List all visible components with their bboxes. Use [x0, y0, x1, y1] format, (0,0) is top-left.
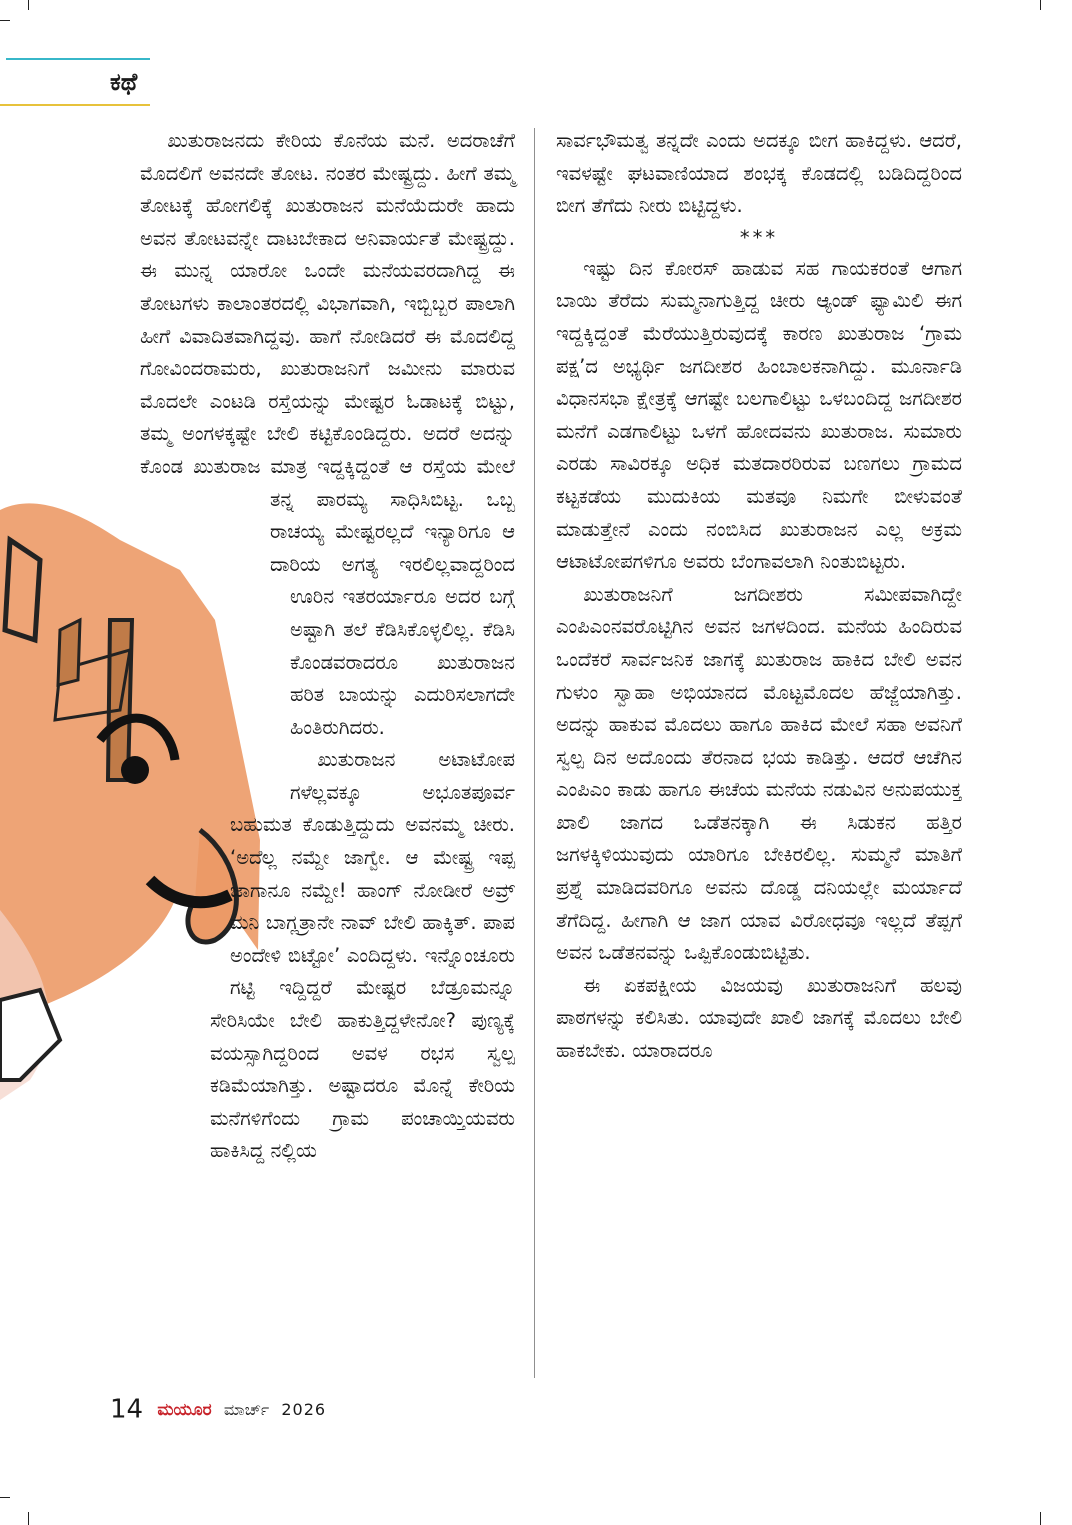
crop-mark — [0, 1497, 10, 1498]
paragraph: ಈ ಏಕಪಕ್ಷೀಯ ವಿಜಯವು ಖುತುರಾಜನಿಗೆ ಹಲವು ಪಾಠಗಳನ್ನು ಕಲಿಸಿತು. ಯಾವುದೇ ಖಾಲಿ ಜಾಗಕ್ಕೆ ಮೊದಲು ಬೇಲಿ ಹಾಕಬೇಕು. ಯಾರಾದರೂ — [556, 973, 962, 1063]
crop-mark — [1040, 0, 1041, 10]
paragraph: ಸಾರ್ವಭೌಮತ್ವ ತನ್ನದೇ ಎಂದು ಅದಕ್ಕೂ ಬೀಗ ಹಾಕಿದ್ದಳು. ಆದರೆ, ಇವಳಷ್ಟೇ ಘಟವಾಣಿಯಾದ ಶಂಭಕ್ಕ ಕೊಡದಲ್ಲಿ ಬಡಿದಿದ್ದರಿಂದ ಬೀಗ ತೆಗೆದು ನೀರು ಬಿಟ್ಟಿದ್ದಳು. — [556, 129, 962, 218]
wrap-spacer — [110, 800, 230, 990]
section-label: ಕಥೆ — [110, 68, 138, 96]
wrap-spacer — [110, 125, 140, 500]
crop-mark — [1040, 1512, 1041, 1525]
issue-year: 2026 — [281, 1400, 327, 1419]
section-header — [0, 58, 150, 108]
paragraph: ಖುತುರಾಜನ ಅಟಾಟೋಪ ಗಳೆಲ್ಲವಕ್ಕೂ ಅಭೂತಪೂರ್ವ ಬಹುಮತ ಕೊಡುತ್ತಿದ್ದುದು ಅವನಮ್ಮ ಚೀರು. ‘ಅದೆಲ್ಲ ನಮ್ದೇ ಜಾಗ್ವೇ. ಆ ಮೇಷ್ಟ್ರ ಇಪ್ಪ ಜಾಗಾನೂ ನಮ್ದೇ! ಹಾಂಗ್ ನೋಡೀರೆ ಅವ್ರ್ ಮನಿ ಬಾಗ್ಲತ್ರಾನೇ ನಾವ್ ಬೇಲಿ ಹಾಕ್ಕಿತ್. ಪಾಪ ಅಂದೇಳಿ ಬಿಟ್ಟೋ’ ಎಂದಿದ್ದಳು. ಇನ್ನೊಂಚೂರು ಗಟ್ಟಿ ಇದ್ದಿದ್ದರೆ ಮೇಷ್ಟರ ಬೆಡ್ರೂಮನ್ನೂ ಸೇರಿಸಿಯೇ ಬೇಲಿ ಹಾಕುತ್ತಿದ್ದಳೇನೋ? ಪುಣ್ಯಕ್ಕೆ ವಯಸ್ಸಾಗಿದ್ದರಿಂದ ಅವಳ ರಭಸ ಸ್ವಲ್ಪ ಕಡಿಮೆಯಾಗಿತ್ತು. ಅಷ್ಟಾದರೂ ಮೊನ್ನೆ ಕೇರಿಯ ಮನೆಗಳಿಗೆಂದು ಗ್ರಾಮ ಪಂಚಾಯ್ತಿಯವರು ಹಾಕಿಸಿದ್ದ ನಲ್ಲಿಯ — [210, 748, 515, 1163]
paragraph: ಖುತುರಾಜನಿಗೆ ಜಗದೀಶರು ಸಮೀಪವಾಗಿದ್ದೇ ಎಂಪಿಎಂನವರೊಟ್ಟಿಗಿನ ಅವನ ಜಗಳದಿಂದ. ಮನೆಯ ಹಿಂದಿರುವ ಒಂದೆಕರೆ ಸಾರ್ವಜನಿಕ ಜಾಗಕ್ಕೆ ಖುತುರಾಜ ಹಾಕಿದ ಬೇಲಿ ಅವನ ಗುಳುಂ ಸ್ವಾಹಾ ಅಭಿಯಾನದ ಮೊಟ್ಟಮೊದಲ ಹೆಜ್ಜೆಯಾಗಿತ್ತು. ಅದನ್ನು ಹಾಕುವ ಮೊದಲು ಹಾಗೂ ಹಾಕಿದ ಮೇಲೆ ಸಹಾ ಅವನಿಗೆ ಸ್ವಲ್ಪ ದಿನ ಅದೊಂದು ತೆರನಾದ ಭಯ ಕಾಡಿತ್ತು. ಆದರೆ ಆಚೆಗಿನ ಎಂಪಿಎಂ ಕಾಡು ಹಾಗೂ ಈಚೆಯ ಮನೆಯ ನಡುವಿನ ಅನುಪಯುಕ್ತ ಖಾಲಿ ಜಾಗದ ಒಡೆತನಕ್ಕಾಗಿ ಈ ಸಿಡುಕನ ಹತ್ತಿರ ಜಗಳಕ್ಕಿಳಿಯುವುದು ಯಾರಿಗೂ ಬೇಕಿರಲಿಲ್ಲ. ಸುಮ್ಮನೆ ಮಾತಿಗೆ ಪ್ರಶ್ನೆ ಮಾಡಿದವರಿಗೂ ಅವನು ದೊಡ್ಡ ದನಿಯಲ್ಲೇ ಮರ್ಯಾದೆ ತೆಗೆದಿದ್ದ. ಹೀಗಾಗಿ ಆ ಜಾಗ ಯಾವ ವಿರೋಧವೂ ಇಲ್ಲದೆ ತೆಪ್ಪಗೆ ಅವನ ಒಡೆತನವನ್ನು ಒಪ್ಪಿಕೊಂಡುಬಿಟ್ಟಿತು. — [556, 582, 962, 965]
section-accent-bottom — [0, 104, 150, 106]
paragraph: ಇಷ್ಟು ದಿನ ಕೋರಸ್ ಹಾಡುವ ಸಹ ಗಾಯಕರಂತೆ ಆಗಾಗ ಬಾಯಿ ತೆರೆದು ಸುಮ್ಮನಾಗುತ್ತಿದ್ದ ಚೀರು ಆ್ಯಂಡ್ ಫ್ಯಾಮಿಲಿ ಈಗ ಇದ್ದಕ್ಕಿದ್ದಂತೆ ಮೆರೆಯುತ್ತಿರುವುದಕ್ಕೆ ಕಾರಣ ಖುತುರಾಜ ‘ಗ್ರಾಮ ಪಕ್ಷ’ದ ಅಭ್ಯರ್ಥಿ ಜಗದೀಶರ ಹಿಂಬಾಲಕನಾಗಿದ್ದು. ಮೂರ್ನಾಡಿ ವಿಧಾನಸಭಾ ಕ್ಷೇತ್ರಕ್ಕೆ ಆಗಷ್ಟೇ ಬಲಗಾಲಿಟ್ಟು ಒಳಬಂದಿದ್ದ ಜಗದೀಶರ ಮನೆಗೆ ಎಡಗಾಲಿಟ್ಟು ಒಳಗೆ ಹೋದವನು ಖುತುರಾಜ. ಸುಮಾರು ಎರಡು ಸಾವಿರಕ್ಕೂ ಅಧಿಕ ಮತದಾರರಿರುವ ಬಣಗಲು ಗ್ರಾಮದ ಕಟ್ಟಕಡೆಯ ಮುದುಕಿಯ ಮತವೂ ನಿಮಗೇ ಬೀಳುವಂತೆ ಮಾಡುತ್ತೇನೆ ಎಂದು ನಂಬಿಸಿದ ಖುತುರಾಜನ ಎಲ್ಲ ಅಕ್ರಮ ಆಟಾಟೋಪಗಳಿಗೂ ಅವರು ಬೆಂಗಾವಲಾಗಿ ನಿಂತುಬಿಟ್ಟರು. — [556, 256, 962, 574]
crop-mark — [28, 1512, 29, 1525]
crop-mark — [0, 20, 10, 21]
page-number: 14 — [110, 1394, 144, 1425]
wrap-spacer — [110, 500, 270, 600]
column-divider — [534, 128, 535, 1378]
issue-month: ಮಾರ್ಚ್ — [223, 1399, 270, 1419]
section-accent-top — [6, 58, 150, 60]
article-column-right — [556, 125, 962, 1068]
crop-mark — [28, 0, 29, 10]
wrap-spacer — [110, 600, 290, 800]
paragraph: ಖುತುರಾಜನದು ಕೇರಿಯ ಕೊನೆಯ ಮನೆ. ಅದರಾಚೆಗೆ ಮೊದಲಿಗೆ ಅವನದೇ ತೋಟ. ನಂತರ ಮೇಷ್ಟ್ರದ್ದು. ಹೀಗೆ ತಮ್ಮ ತೋಟಕ್ಕೆ ಹೋಗಲಿಕ್ಕೆ ಖುತುರಾಜನ ಮನೆಯೆದುರೇ ಹಾದು ಅವನ ತೋಟವನ್ನೇ ದಾಟಬೇಕಾದ ಅನಿವಾರ್ಯತೆ ಮೇಷ್ಟ್ರದ್ದು. ಈ ಮುನ್ನ ಯಾರೋ ಒಂದೇ ಮನೆಯವರದಾಗಿದ್ದ ಈ ತೋಟಗಳು ಕಾಲಾಂತರದಲ್ಲಿ ವಿಭಾಗವಾಗಿ, ಇಬ್ಬಿಬ್ಬರ ಪಾಲಾಗಿ ಹೀಗೆ ವಿವಾದಿತವಾಗಿದ್ದವು. ಹಾಗೆ ನೋಡಿದರೆ ಈ ಮೊದಲಿದ್ದ ಗೋವಿಂದರಾಮರು, ಖುತುರಾಜನಿಗೆ ಜಮೀನು ಮಾರುವ ಮೊದಲೇ ಎಂಟಡಿ ರಸ್ತೆಯನ್ನು ಮೇಷ್ಟರ ಓಡಾಟಕ್ಕೆ ಬಿಟ್ಟು, ತಮ್ಮ ಅಂಗಳಕ್ಕಷ್ಟೇ ಬೇಲಿ ಕಟ್ಟಿಕೊಂಡಿದ್ದರು. ಅದರೆ ಅದನ್ನು ಕೊಂಡ ಖುತುರಾಜ ಮಾತ್ರ ಇದ್ದಕ್ಕಿದ್ದಂತೆ ಆ ರಸ್ತೆಯ ಮೇಲೆ ತನ್ನ ಪಾರಮ್ಯ ಸಾಧಿಸಿಬಿಟ್ಟ. ಒಬ್ಬ ರಾಚಯ್ಯ ಮೇಷ್ಟರಲ್ಲದೆ ಇನ್ಯಾರಿಗೂ ಆ ದಾರಿಯ ಅಗತ್ಯ ಇರಲಿಲ್ಲವಾದ್ದರಿಂದ ಊರಿನ ಇತರರ್ಯಾರೂ ಅದರ ಬಗ್ಗೆ ಅಷ್ಟಾಗಿ ತಲೆ ಕೆಡಿಸಿಕೊಳ್ಳಲಿಲ್ಲ. ಕೆಡಿಸಿ ಕೊಂಡವರಾದರೂ ಖುತುರಾಜನ ಹರಿತ ಬಾಯನ್ನು ಎದುರಿಸಲಾಗದೇ ಹಿಂತಿರುಗಿದರು. — [140, 129, 515, 739]
scene-break: *** — [739, 225, 779, 249]
page-footer — [110, 1394, 326, 1428]
wrap-spacer — [110, 990, 210, 1190]
article-column-left — [110, 125, 515, 1190]
magazine-logo: ಮಯೂರ — [157, 1399, 212, 1420]
